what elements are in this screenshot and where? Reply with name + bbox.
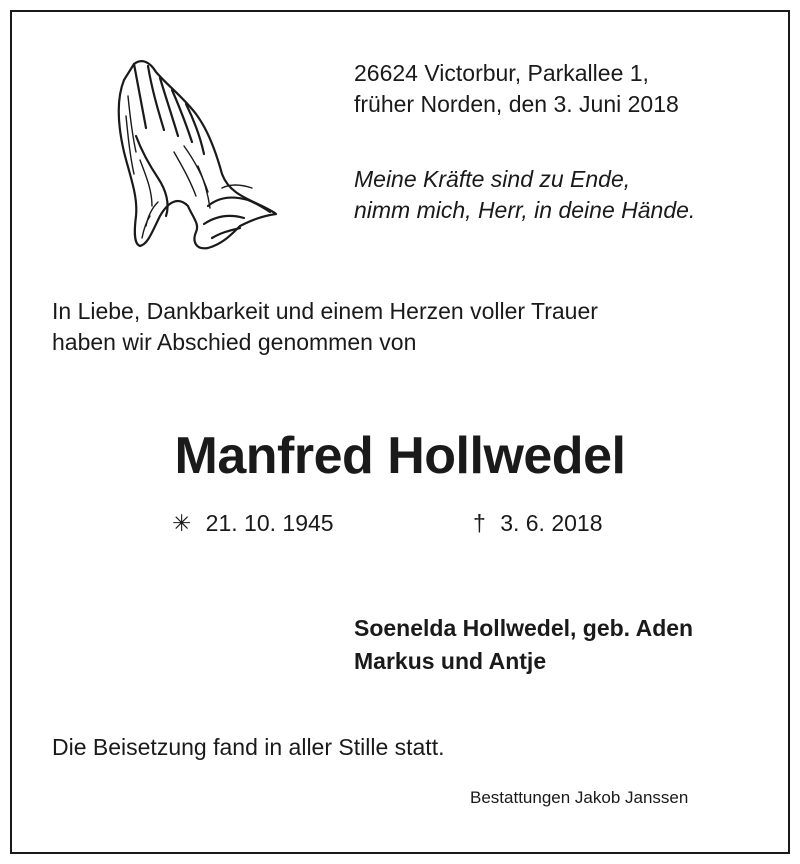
intro-line-2: haben wir Abschied genommen von (52, 329, 417, 355)
quote-line-2: nimm mich, Herr, in deine Hände. (354, 197, 696, 223)
address-line-2: früher Norden, den 3. Juni 2018 (354, 91, 679, 117)
death-date (473, 510, 603, 537)
mourner-line-1: Soenelda Hollwedel, geb. Aden (354, 615, 694, 641)
death-cross-icon: † (473, 510, 486, 536)
intro-line-1: In Liebe, Dankbarkeit und einem Herzen voller Trauer (52, 298, 598, 324)
mourner-line-2: Markus und Antje (354, 648, 547, 674)
birth-star-icon: ✳ (172, 510, 192, 536)
quote-line-1: Meine Kräfte sind zu Ende, (354, 166, 631, 192)
birth-date (172, 510, 334, 537)
address-line-1: 26624 Victorbur, Parkallee 1, (354, 60, 649, 86)
praying-hands-icon (112, 56, 282, 252)
mourners-block (354, 612, 693, 678)
quote-block (354, 164, 695, 226)
intro-text (52, 296, 598, 358)
undertaker-credit: Bestattungen Jakob Janssen (470, 788, 689, 807)
death-date-value: 3. 6. 2018 (500, 510, 603, 536)
burial-note: Die Beisetzung fand in aller Stille statt. (52, 734, 445, 760)
birth-date-value: 21. 10. 1945 (205, 510, 334, 536)
address-block (354, 58, 679, 120)
deceased-name: Manfred Hollwedel (174, 427, 626, 485)
